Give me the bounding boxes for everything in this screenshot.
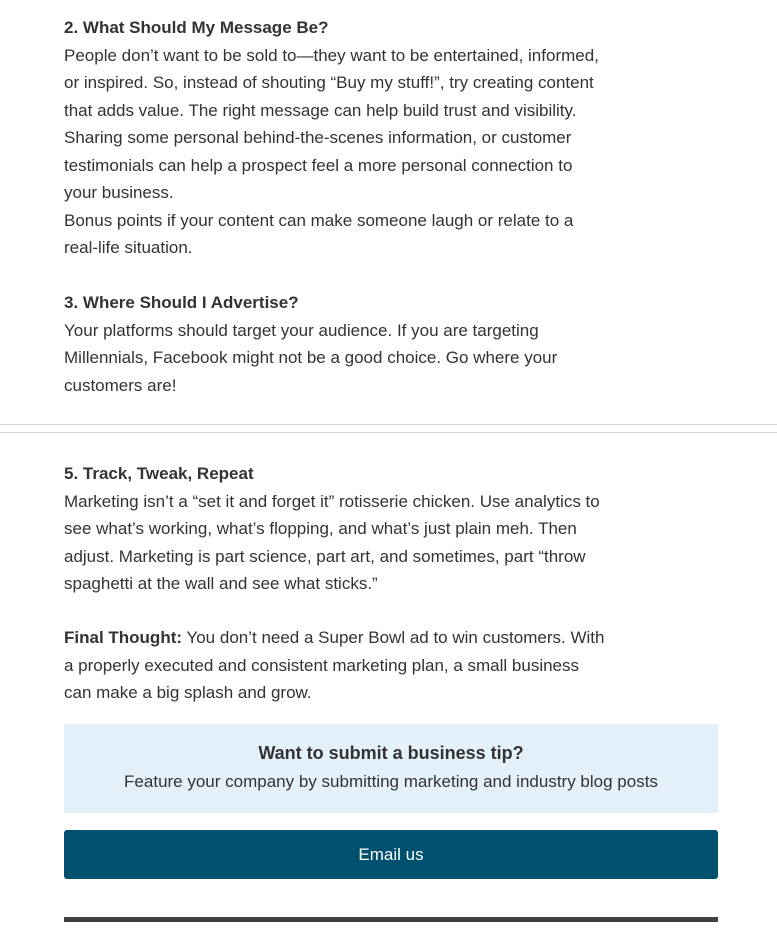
section-advertise bbox=[64, 289, 664, 399]
paragraph-line: can make a big splash and grow. bbox=[64, 683, 312, 702]
paragraph-line: Sharing some personal behind-the-scenes information, or customer bbox=[64, 128, 572, 147]
paragraph-line bbox=[64, 624, 664, 652]
paragraph-line: real-life situation. bbox=[64, 238, 193, 257]
paragraph-line: adjust. Marketing is part science, part art, and sometimes, part “throw bbox=[64, 546, 586, 566]
paragraph-line: or inspired. So, instead of shouting “Buy my stuff!”, try creating content bbox=[64, 73, 594, 92]
section-track bbox=[64, 460, 664, 598]
section-heading: 2. What Should My Message Be? bbox=[64, 18, 329, 37]
paragraph-line: testimonials can help a prospect feel a more personal connection to bbox=[64, 155, 573, 175]
paragraph-line: Marketing isn’t a “set it and forget it” rotisserie chicken. Use analytics to bbox=[64, 491, 600, 511]
paragraph-line: your business. bbox=[64, 183, 174, 202]
business-tip-box bbox=[64, 724, 718, 813]
section-heading: 5. Track, Tweak, Repeat bbox=[64, 464, 254, 483]
tip-subtitle: Feature your company by submitting marketing and industry blog posts bbox=[124, 772, 658, 791]
divider bbox=[0, 424, 777, 425]
paragraph-line: Your platforms should target your audience. If you are targeting bbox=[64, 320, 539, 340]
section-message bbox=[64, 14, 664, 262]
paragraph-line: Bonus points if your content can make someone laugh or relate to a bbox=[64, 210, 574, 230]
paragraph-line: People don’t want to be sold to—they want to be entertained, informed, bbox=[64, 45, 599, 65]
final-thought-label: Final Thought: bbox=[64, 628, 183, 647]
paragraph-line: see what’s working, what’s flopping, and what’s just plain meh. Then bbox=[64, 519, 577, 538]
paragraph-line: Millennials, Facebook might not be a good choice. Go where your bbox=[64, 348, 558, 367]
final-thought bbox=[64, 624, 664, 707]
divider bbox=[0, 432, 777, 433]
tip-title: Want to submit a business tip? bbox=[258, 743, 524, 763]
final-thought-text: You don’t need a Super Bowl ad to win customers. With bbox=[182, 628, 605, 647]
bottom-divider bbox=[64, 917, 718, 922]
paragraph-line: a properly executed and consistent marketing plan, a small business bbox=[64, 655, 580, 675]
paragraph-line: customers are! bbox=[64, 375, 177, 395]
paragraph-line: spaghetti at the wall and see what sticks.” bbox=[64, 574, 378, 593]
section-heading: 3. Where Should I Advertise? bbox=[64, 293, 299, 312]
email-us-button[interactable]: Email us bbox=[64, 830, 718, 879]
paragraph-line: that adds value. The right message can help build trust and visibility. bbox=[64, 100, 577, 120]
